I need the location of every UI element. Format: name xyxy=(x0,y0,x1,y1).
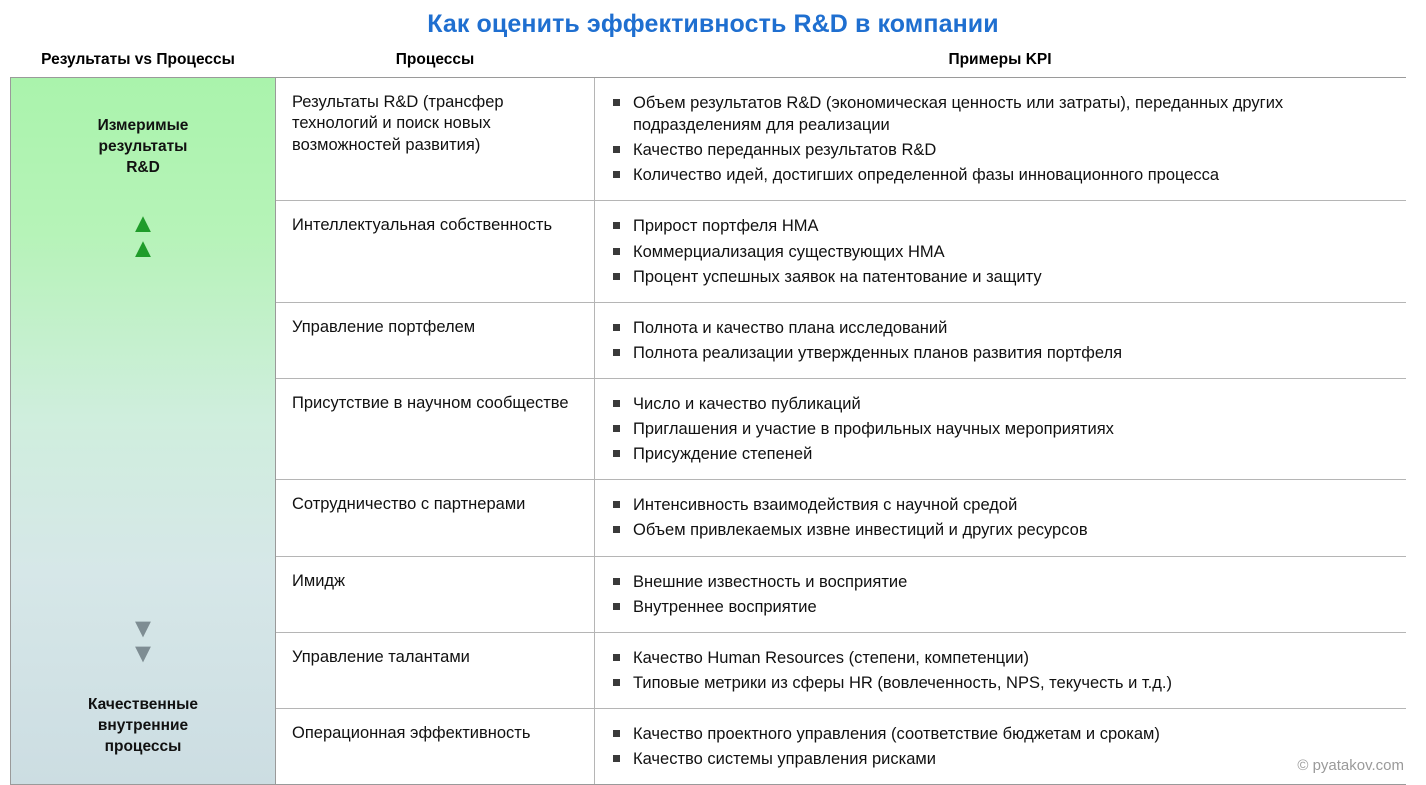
kpi-item xyxy=(605,241,1396,263)
process-name: Результаты R&D (трансфер технологий и поиск новых возможностей развития) xyxy=(292,93,504,154)
arrow-up-icon-2: ▲ xyxy=(129,232,157,263)
kpi-item xyxy=(605,571,1396,593)
axis-bottom-line-1: Качественные xyxy=(87,696,199,714)
kpi-text: Процент успешных заявок на патентование и защиту xyxy=(633,267,1042,286)
arrow-up-icon-1: ▲ xyxy=(129,207,157,238)
kpi-text: Полнота реализации утвержденных планов развития портфеля xyxy=(633,343,1123,362)
kpi-text: Типовые метрики из сферы HR (вовлеченность, NPS, текучесть и т.д.) xyxy=(633,673,1172,692)
column-headers xyxy=(0,51,1426,69)
process-name: Интеллектуальная собственность xyxy=(292,216,553,235)
process-name: Управление талантами xyxy=(292,647,470,666)
arrow-up-icon xyxy=(129,207,157,263)
kpi-text: Качество переданных результатов R&D xyxy=(633,141,937,160)
axis-bottom-line-3: процессы xyxy=(104,738,182,756)
kpi-item xyxy=(605,215,1396,237)
arrow-down-icon xyxy=(129,612,157,668)
process-name: Управление портфелем xyxy=(292,317,476,336)
table-row xyxy=(276,201,1406,302)
axis-top-line-1: Измеримые xyxy=(97,117,189,134)
kpi-item xyxy=(605,317,1396,339)
kpi-text: Качество Human Resources (степени, компетенции) xyxy=(633,648,1029,667)
bullet-icon xyxy=(613,730,620,737)
bullet-icon xyxy=(613,755,620,762)
kpi-list xyxy=(594,201,1406,301)
table-row xyxy=(276,303,1406,379)
bullet-icon xyxy=(613,679,620,686)
bullet-icon xyxy=(613,603,620,610)
table-row xyxy=(276,78,1406,201)
kpi-text: Объем привлекаемых извне инвестиций и других ресурсов xyxy=(633,521,1088,540)
page-title: Как оценить эффективность R&D в компании xyxy=(427,10,999,38)
process-name: Присутствие в научном сообществе xyxy=(292,393,569,412)
bullet-icon xyxy=(613,146,620,153)
process-name: Сотрудничество с партнерами xyxy=(292,495,526,514)
header-processes: Процессы xyxy=(395,51,475,68)
process-name: Имидж xyxy=(292,571,346,590)
process-name: Операционная эффективность xyxy=(292,723,531,742)
kpi-item xyxy=(605,266,1396,288)
kpi-text: Внутреннее восприятие xyxy=(633,597,817,616)
kpi-text: Качество системы управления рисками xyxy=(633,750,936,769)
axis-column xyxy=(10,78,276,784)
kpi-item xyxy=(605,139,1396,161)
kpi-item xyxy=(605,748,1396,770)
kpi-list xyxy=(594,78,1406,200)
bullet-icon xyxy=(613,99,620,106)
kpi-item xyxy=(605,672,1396,694)
bullet-icon xyxy=(613,349,620,356)
kpi-text: Интенсивность взаимодействия с научной средой xyxy=(633,496,1018,515)
bullet-icon xyxy=(613,324,620,331)
kpi-list xyxy=(594,557,1406,632)
kpi-text: Приглашения и участие в профильных научных мероприятиях xyxy=(633,420,1114,439)
kpi-item xyxy=(605,164,1396,186)
kpi-item xyxy=(605,596,1396,618)
kpi-item xyxy=(605,92,1396,136)
kpi-text: Внешние известность и восприятие xyxy=(633,572,908,591)
kpi-item xyxy=(605,647,1396,669)
bullet-icon xyxy=(613,425,620,432)
bullet-icon xyxy=(613,526,620,533)
kpi-item xyxy=(605,519,1396,541)
table-row xyxy=(276,633,1406,709)
arrow-down-icon-2: ▼ xyxy=(129,637,157,668)
kpi-list xyxy=(594,480,1406,555)
header-kpi-examples: Примеры KPI xyxy=(948,51,1052,68)
arrow-down-icon-1: ▼ xyxy=(129,612,157,643)
kpi-text: Присуждение степеней xyxy=(633,445,813,464)
kpi-text: Полнота и качество плана исследований xyxy=(633,318,948,337)
kpi-text: Коммерциализация существующих НМА xyxy=(633,242,945,261)
table-row xyxy=(276,480,1406,556)
table-row xyxy=(276,709,1406,784)
bullet-icon xyxy=(613,273,620,280)
axis-bottom-label xyxy=(88,695,198,758)
kpi-item xyxy=(605,494,1396,516)
header-results-vs-processes: Результаты vs Процессы xyxy=(41,51,235,68)
bullet-icon xyxy=(613,450,620,457)
kpi-text: Качество проектного управления (соответствие бюджетам и срокам) xyxy=(633,724,1160,743)
kpi-text: Прирост портфеля НМА xyxy=(633,217,819,236)
bullet-icon xyxy=(613,654,620,661)
kpi-list xyxy=(594,379,1406,479)
kpi-item xyxy=(605,443,1396,465)
copyright-footer: © pyatakov.com xyxy=(1297,757,1404,774)
table-row xyxy=(276,557,1406,633)
bullet-icon xyxy=(613,578,620,585)
kpi-item xyxy=(605,393,1396,415)
matrix xyxy=(10,77,1406,785)
axis-top-line-3: R&D xyxy=(126,158,160,176)
kpi-text: Число и качество публикаций xyxy=(633,394,861,413)
axis-bottom-line-2: внутренние xyxy=(97,717,189,735)
kpi-item xyxy=(605,723,1396,745)
kpi-list xyxy=(594,633,1406,708)
bullet-icon xyxy=(613,248,620,255)
kpi-text: Объем результатов R&D (экономическая ценность или затраты), переданных других подразделениям для реализации xyxy=(633,94,1284,135)
axis-top-label xyxy=(98,116,189,179)
kpi-item xyxy=(605,418,1396,440)
bullet-icon xyxy=(613,400,620,407)
bullet-icon xyxy=(613,501,620,508)
table-row xyxy=(276,379,1406,480)
axis-top-line-2: результаты xyxy=(98,137,188,155)
kpi-text: Количество идей, достигших определенной фазы инновационного процесса xyxy=(633,166,1220,185)
kpi-list xyxy=(594,709,1406,784)
kpi-item xyxy=(605,342,1396,364)
process-rows xyxy=(276,78,1406,784)
bullet-icon xyxy=(613,222,620,229)
kpi-list xyxy=(594,303,1406,378)
bullet-icon xyxy=(613,171,620,178)
